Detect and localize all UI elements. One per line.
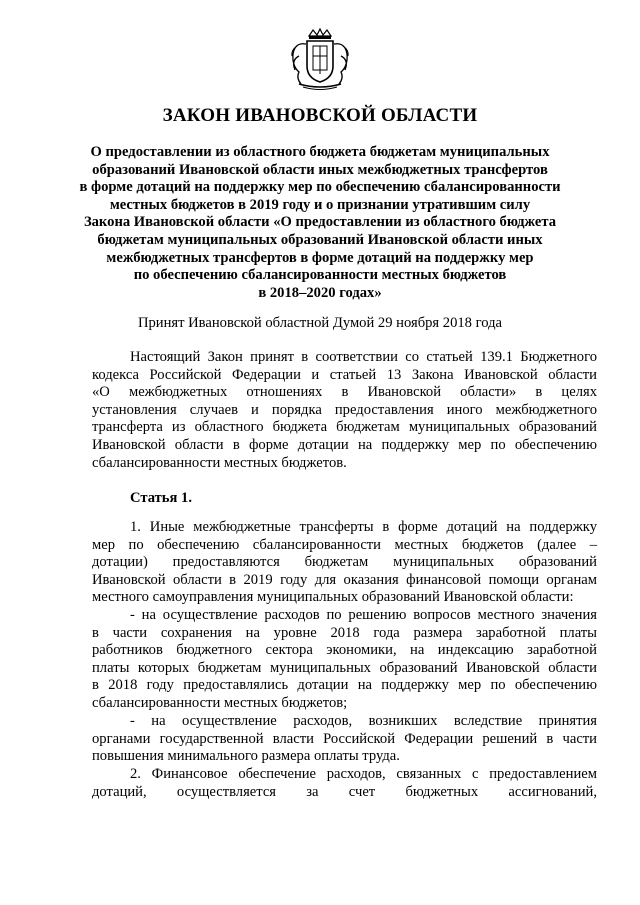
law-title: ЗАКОН ИВАНОВСКОЙ ОБЛАСТИ (162, 105, 478, 126)
article-heading: Статья 1. (130, 490, 192, 506)
preamble-paragraph: Настоящий Закон принят в соответствии со статьей 139.1 Бюджетного кодекса Российской Федерации и статьей 13 Закона Ивановской области «О межбюджетных отношениях в Ивановской области» в целях установления случаев и порядка предоставления иного межбюджетного трансферта из областного бюджета бюджетам муниципальных образований Ивановской области в форме дотации на поддержку мер по обеспечению сбалансированности местных бюджетов. (92, 349, 597, 471)
article-1-paragraph-2: 2. Финансовое обеспечение расходов, связанных с предоставлением дотаций, осуществляется за счет бюджетных ассигнований, (92, 766, 597, 800)
law-subject: О предоставлении из областного бюджета бюджетам муниципальных образований Ивановской области иных межбюджетных трансфертов в форме дотаций на поддержку мер по обеспечению сбалансированности местных бюджетов в 2019 году и о признании утратившим силу Закона Ивановской области «О предоставлении из областного бюджета бюджетам муниципальных образований Ивановской области иных межбюджетных трансфертов в форме дотаций на поддержку мер по обеспечению сбалансированности местных бюджетов в 2018–2020 годах» (79, 144, 561, 301)
adoption-statement: Принят Ивановской областной Думой 29 ноября 2018 года (137, 315, 503, 331)
article-1-item-minimum-wage: - на осуществление расходов, возникших вследствие принятия органами государственной власти Российской Федерации решений в части повышения минимального размера оплаты труда. (92, 713, 597, 765)
article-1-paragraph-1: 1. Иные межбюджетные трансферты в форме дотаций на поддержку мер по обеспечению сбалансированности местных бюджетов (далее – дотации) предоставляются бюджетам муниципальных образований Ивановской области в 2019 году для оказания финансовой помощи органам местного самоуправления муниципальных образований Ивановской области: (92, 519, 597, 606)
article-1-item-salary: - на осуществление расходов по решению вопросов местного значения в части сохранения на уровне 2018 года размера заработной платы работников бюджетного сектора экономики, на индексацию заработной платы которых бюджетам муниципальных образований Ивановской области в 2018 году предоставлялись дотации на поддержку мер по обеспечению сбалансированности местных бюджетов; (92, 607, 597, 711)
ivanovo-coat-of-arms-icon (287, 26, 353, 92)
